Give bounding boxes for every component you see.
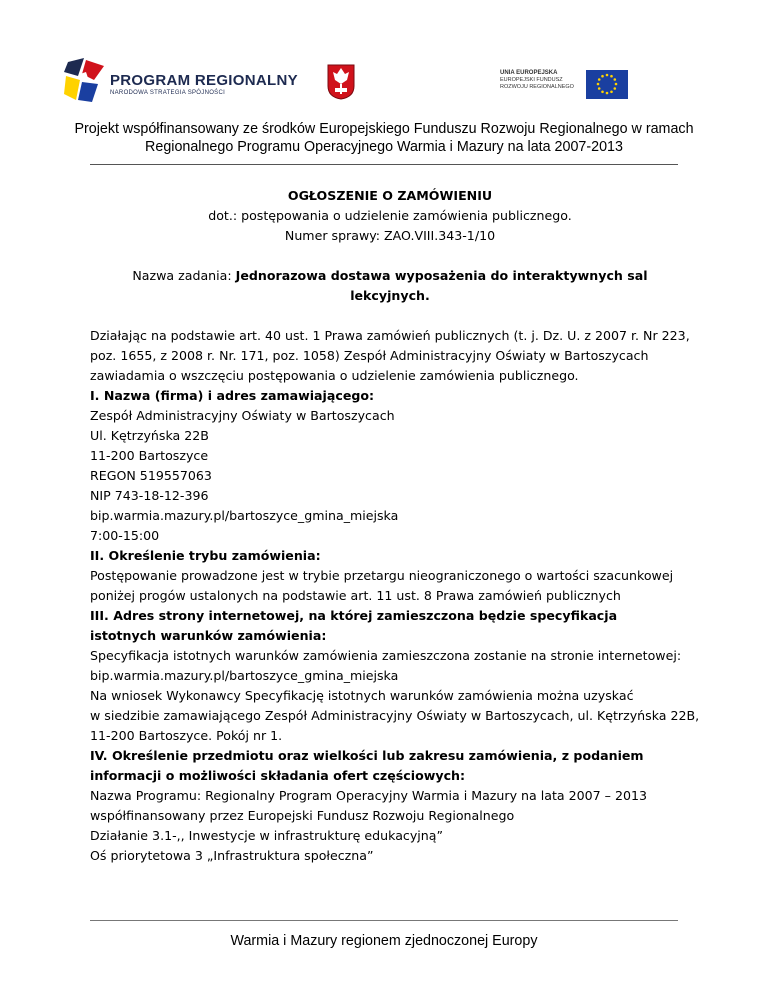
task-name-line2: lekcyjnych. (350, 288, 430, 303)
section-3-line: Specyfikacja istotnych warunków zamówienia zamieszczona zostanie na stronie internetowej: (90, 648, 682, 663)
eu-text (500, 70, 582, 91)
footer-text: Warmia i Mazury regionem zjednoczonej Europy (230, 933, 538, 949)
intro-line: poz. 1655, z 2008 r. Nr. 171, poz. 1058) Zespół Administracyjny Oświaty w Bartoszycach (90, 348, 649, 363)
warmia-mazury-crest-icon (327, 64, 355, 100)
section-3-heading: III. Adres strony internetowej, na której zamieszczona będzie specyfikacja (90, 608, 618, 623)
notice-subtitle: dot.: postępowania o udzielenie zamówienia publicznego. (208, 208, 572, 223)
document-body (90, 186, 700, 866)
program-regionalny-emblem-icon (64, 58, 106, 104)
header-line1: Projekt współfinansowany ze środków Europejskiego Funduszu Rozwoju Regionalnego w ramach (74, 121, 694, 137)
task-name (90, 266, 690, 286)
task-label: Nazwa zadania: (132, 268, 236, 283)
section-4-line: współfinansowany przez Europejski Fundusz Rozwoju Regionalnego (90, 808, 515, 823)
eu-line1: UNIA EUROPEJSKA (500, 70, 558, 76)
intro-line: zawiadamia o wszczęciu postępowania o udzielenie zamówienia publicznego. (90, 368, 579, 383)
eu-logo (500, 70, 630, 100)
intro-line: Działając na podstawie art. 40 ust. 1 Prawa zamówień publicznych (t. j. Dz. U. z 2007 r. Nr 223, (90, 328, 690, 343)
section-2-heading: II. Określenie trybu zamówienia: (90, 548, 321, 563)
section-2 (90, 546, 690, 606)
notice-title: OGŁOSZENIE O ZAMÓWIENIU (287, 188, 493, 203)
section-1-line: 11-200 Bartoszyce (90, 448, 209, 463)
section-1-line: REGON 519557063 (90, 468, 212, 483)
section-1-line: bip.warmia.mazury.pl/bartoszyce_gmina_miejska (90, 508, 399, 523)
header-line2: Regionalnego Programu Operacyjnego Warmia i Mazury na lata 2007-2013 (145, 139, 623, 155)
section-4-line: Działanie 3.1-,, Inwestycje w infrastrukturę edukacyjną” (90, 828, 444, 843)
section-1-heading: I. Nazwa (firma) i adres zamawiającego: (90, 388, 375, 403)
section-2-line: poniżej progów ustalonych na podstawie art. 11 ust. 8 Prawa zamówień publicznych (90, 588, 621, 603)
section-4-heading: IV. Określenie przedmiotu oraz wielkości lub zakresu zamówienia, z podaniem (90, 748, 644, 763)
section-3-line: w siedzibie zamawiającego Zespół Administracyjny Oświaty w Bartoszycach, ul. Kętrzyńska 22B, (90, 708, 700, 723)
section-3-line: 11-200 Bartoszyce. Pokój nr 1. (90, 728, 283, 743)
cofinancing-header (0, 120, 768, 156)
case-number: Numer sprawy: ZAO.VIII.343-1/10 (284, 228, 496, 243)
task-name-line1: Jednorazowa dostawa wyposażenia do interaktywnych sal (235, 268, 648, 283)
program-regionalny-logo (64, 58, 298, 104)
section-1-line: NIP 743-18-12-396 (90, 488, 209, 503)
section-3-line: Na wniosek Wykonawcy Specyfikację istotnych warunków zamówienia można uzyskać (90, 688, 634, 703)
eu-flag-icon (586, 70, 628, 99)
program-title: PROGRAM REGIONALNY (110, 72, 298, 89)
section-1 (90, 386, 690, 546)
program-subtitle: NARODOWA STRATEGIA SPÓJNOŚCI (110, 90, 226, 96)
section-3-heading-cont: istotnych warunków zamówienia: (90, 628, 327, 643)
eu-line3: ROZWOJU REGIONALNEGO (500, 84, 574, 90)
eu-line2: EUROPEJSKI FUNDUSZ (500, 77, 563, 83)
section-1-line: 7:00-15:00 (90, 528, 160, 543)
intro-paragraph (90, 326, 690, 386)
logos-row (0, 58, 768, 108)
section-1-line: Zespół Administracyjny Oświaty w Bartoszycach (90, 408, 395, 423)
section-4-line: Nazwa Programu: Regionalny Program Operacyjny Warmia i Mazury na lata 2007 – 2013 (90, 788, 648, 803)
section-3 (90, 606, 700, 746)
section-4-heading-cont: informacji o możliwości składania ofert częściowych: (90, 768, 466, 783)
footer-divider (90, 920, 678, 921)
section-1-line: Ul. Kętrzyńska 22B (90, 428, 209, 443)
section-3-line: bip.warmia.mazury.pl/bartoszyce_gmina_miejska (90, 668, 399, 683)
section-2-line: Postępowanie prowadzone jest w trybie przetargu nieograniczonego o wartości szacunkowej (90, 568, 674, 583)
section-4 (90, 746, 690, 866)
header-divider (90, 164, 678, 165)
section-4-line: Oś priorytetowa 3 „Infrastruktura społeczna” (90, 848, 374, 863)
